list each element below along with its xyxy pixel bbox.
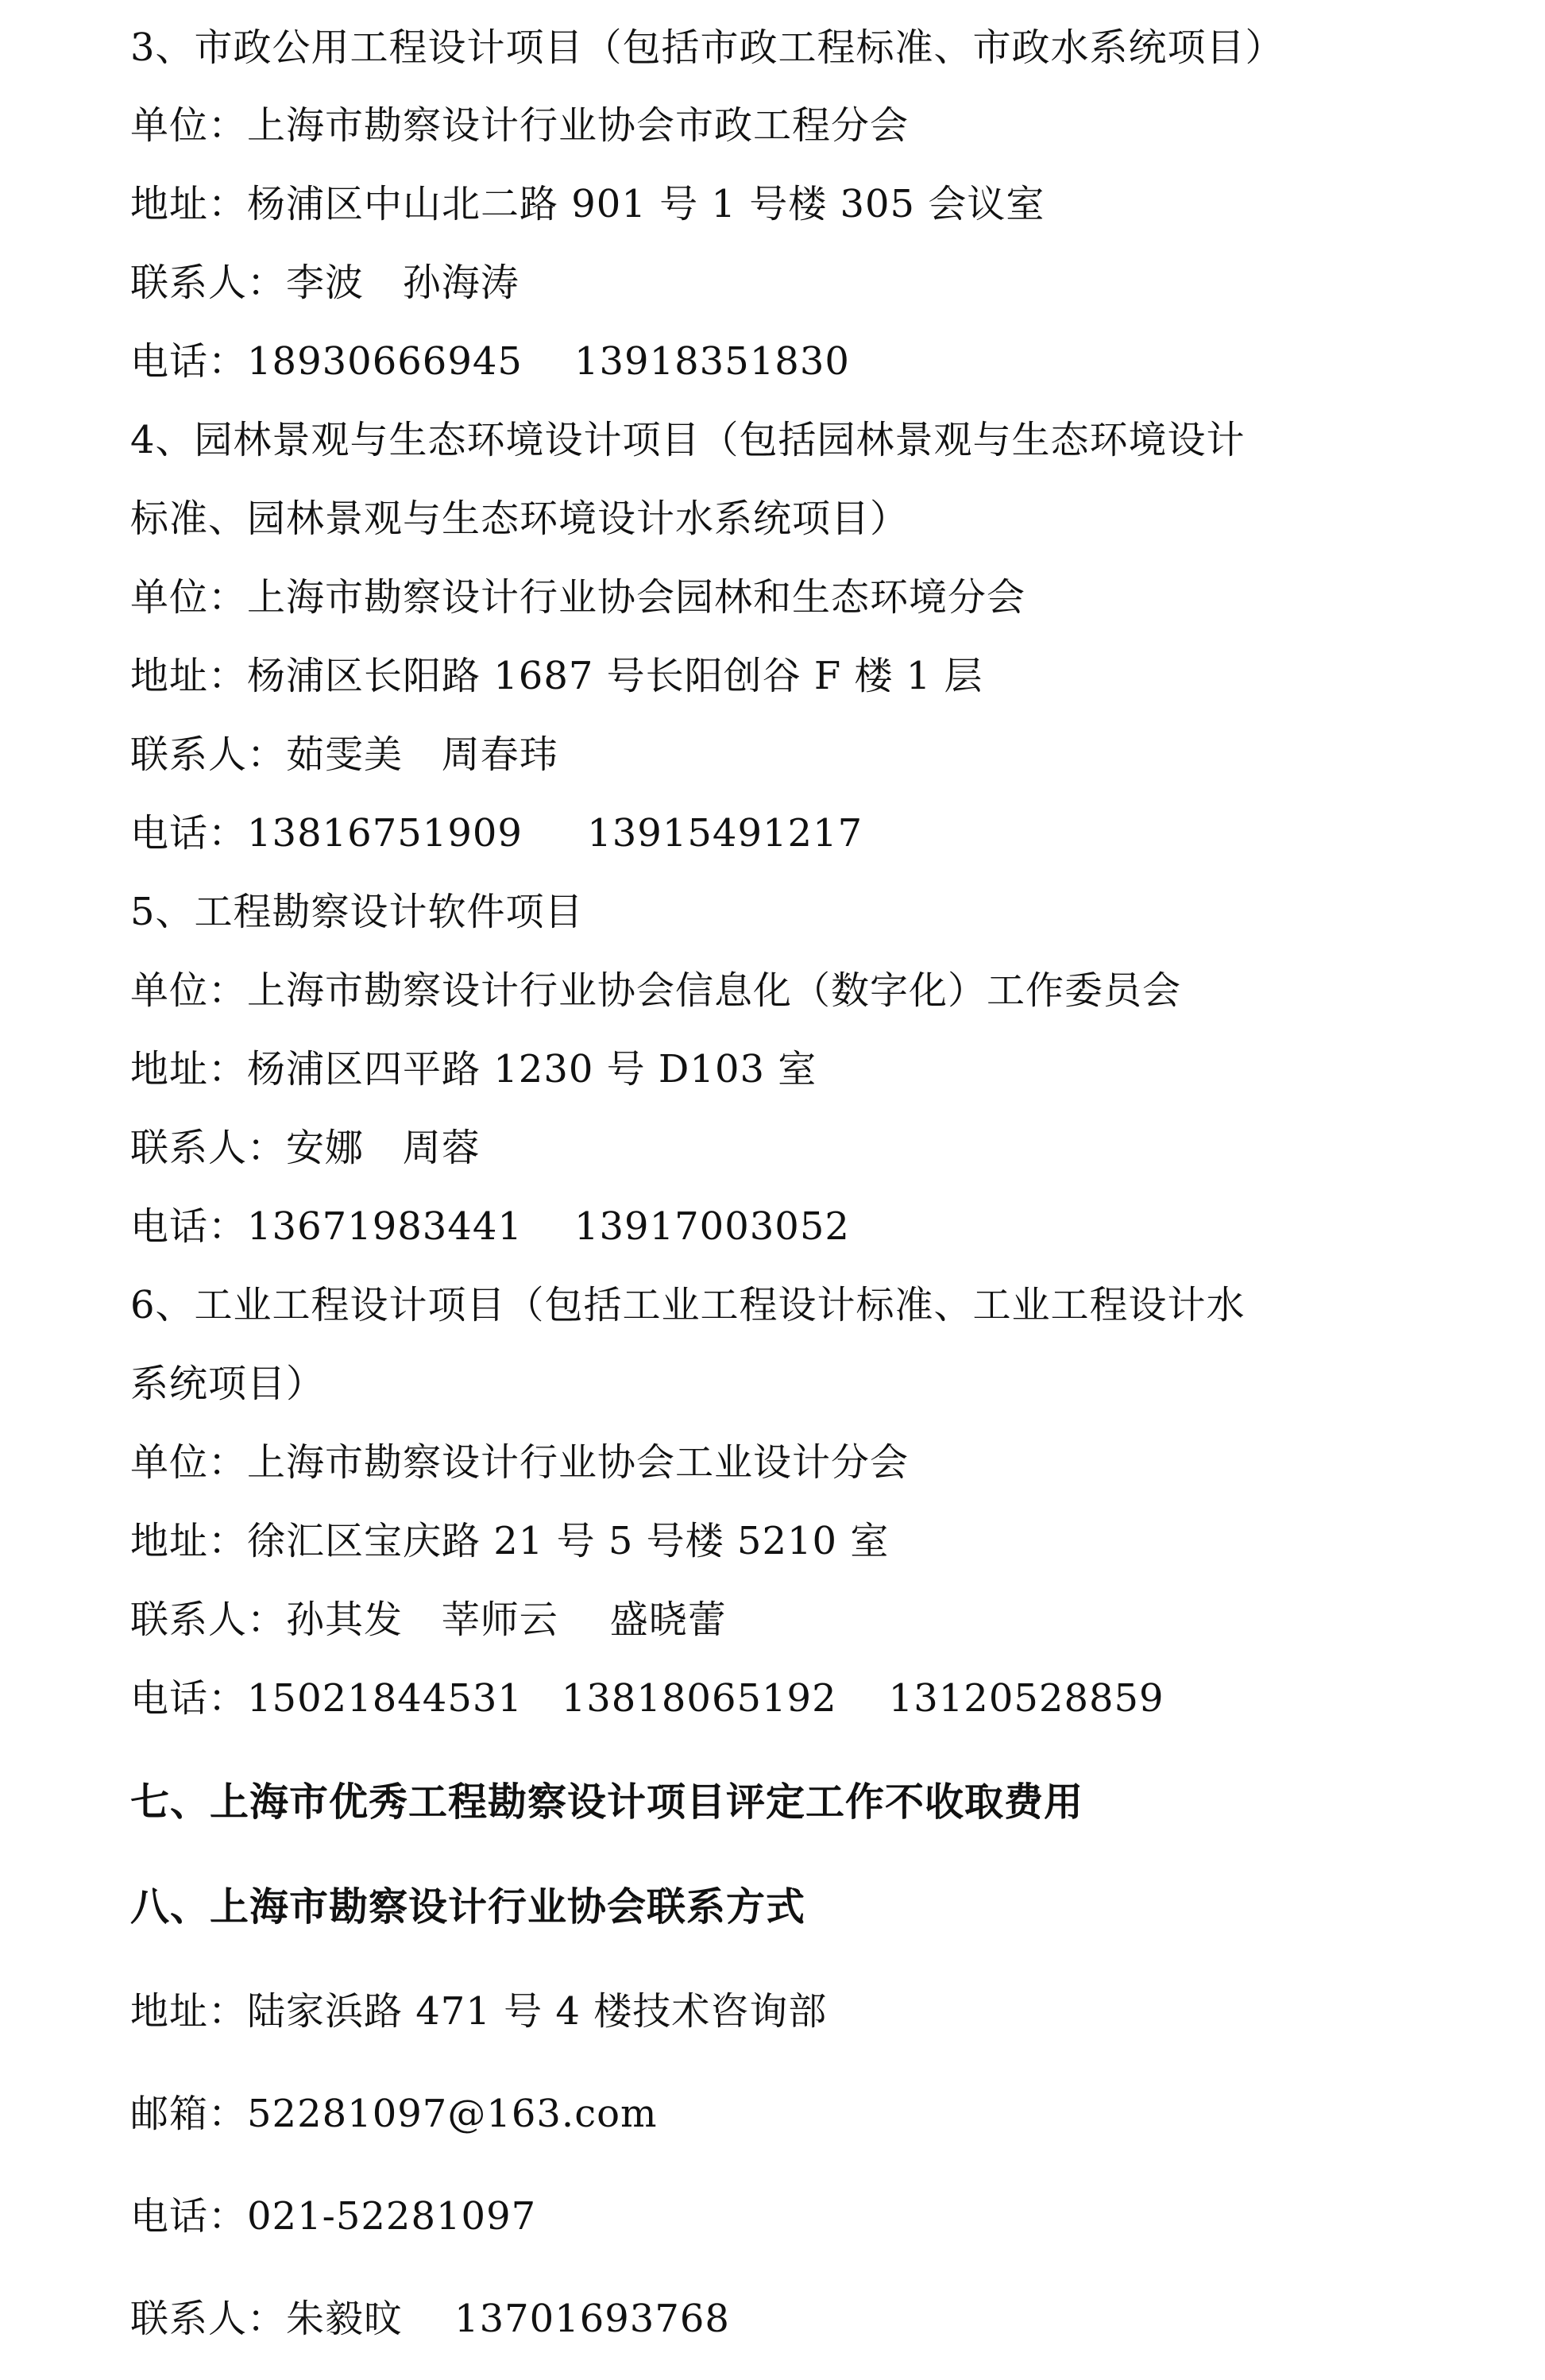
section-8-email: 邮箱：52281097@163.com	[130, 2092, 658, 2136]
project-6-unit: 单位：上海市勘察设计行业协会工业设计分会	[130, 1440, 910, 1485]
section-8-heading: 八、上海市勘察设计行业协会联系方式	[130, 1884, 806, 1930]
project-5-address: 地址：杨浦区四平路 1230 号 D103 室	[130, 1047, 817, 1091]
project-5-title: 5、工程勘察设计软件项目	[130, 890, 584, 934]
project-3-address: 地址：杨浦区中山北二路 901 号 1 号楼 305 会议室	[130, 182, 1045, 226]
project-6-phone: 电话：15021844531 13818065192 13120528859	[130, 1676, 1165, 1721]
project-4-phone: 电话：13816751909 13915491217	[130, 811, 863, 856]
project-4-title-line2: 标准、园林景观与生态环境设计水系统项目）	[130, 496, 910, 541]
project-3-title: 3、市政公用工程设计项目（包括市政工程标准、市政水系统项目）	[130, 25, 1284, 70]
section-7-heading: 七、上海市优秀工程勘察设计项目评定工作不收取费用	[130, 1779, 1084, 1825]
project-4-address: 地址：杨浦区长阳路 1687 号长阳创谷 F 楼 1 层	[130, 654, 983, 698]
project-4-contact: 联系人：茹雯美 周春玮	[130, 732, 558, 777]
project-5-phone: 电话：13671983441 13917003052	[130, 1204, 850, 1249]
project-4-title-line1: 4、园林景观与生态环境设计项目（包括园林景观与生态环境设计	[130, 418, 1246, 462]
project-5-contact: 联系人：安娜 周蓉	[130, 1126, 481, 1170]
project-6-address: 地址：徐汇区宝庆路 21 号 5 号楼 5210 室	[130, 1519, 890, 1563]
project-3-phone: 电话：18930666945 13918351830	[130, 339, 850, 384]
project-6-title-line1: 6、工业工程设计项目（包括工业工程设计标准、工业工程设计水	[130, 1283, 1246, 1327]
project-6-contact: 联系人：孙其发 莘师云 盛晓蕾	[130, 1598, 727, 1642]
section-8-contact: 联系人：朱毅旼 13701693768	[130, 2297, 730, 2341]
project-3-contact: 联系人：李波 孙海涛	[130, 261, 520, 305]
section-8-address: 地址：陆家浜路 471 号 4 楼技术咨询部	[130, 1989, 828, 2034]
project-6-title-line2: 系统项目）	[130, 1362, 326, 1406]
project-5-unit: 单位：上海市勘察设计行业协会信息化（数字化）工作委员会	[130, 968, 1182, 1013]
project-4-unit: 单位：上海市勘察设计行业协会园林和生态环境分会	[130, 575, 1026, 620]
section-8-phone: 电话：021-52281097	[130, 2194, 537, 2239]
project-3-unit: 单位：上海市勘察设计行业协会市政工程分会	[130, 103, 910, 148]
